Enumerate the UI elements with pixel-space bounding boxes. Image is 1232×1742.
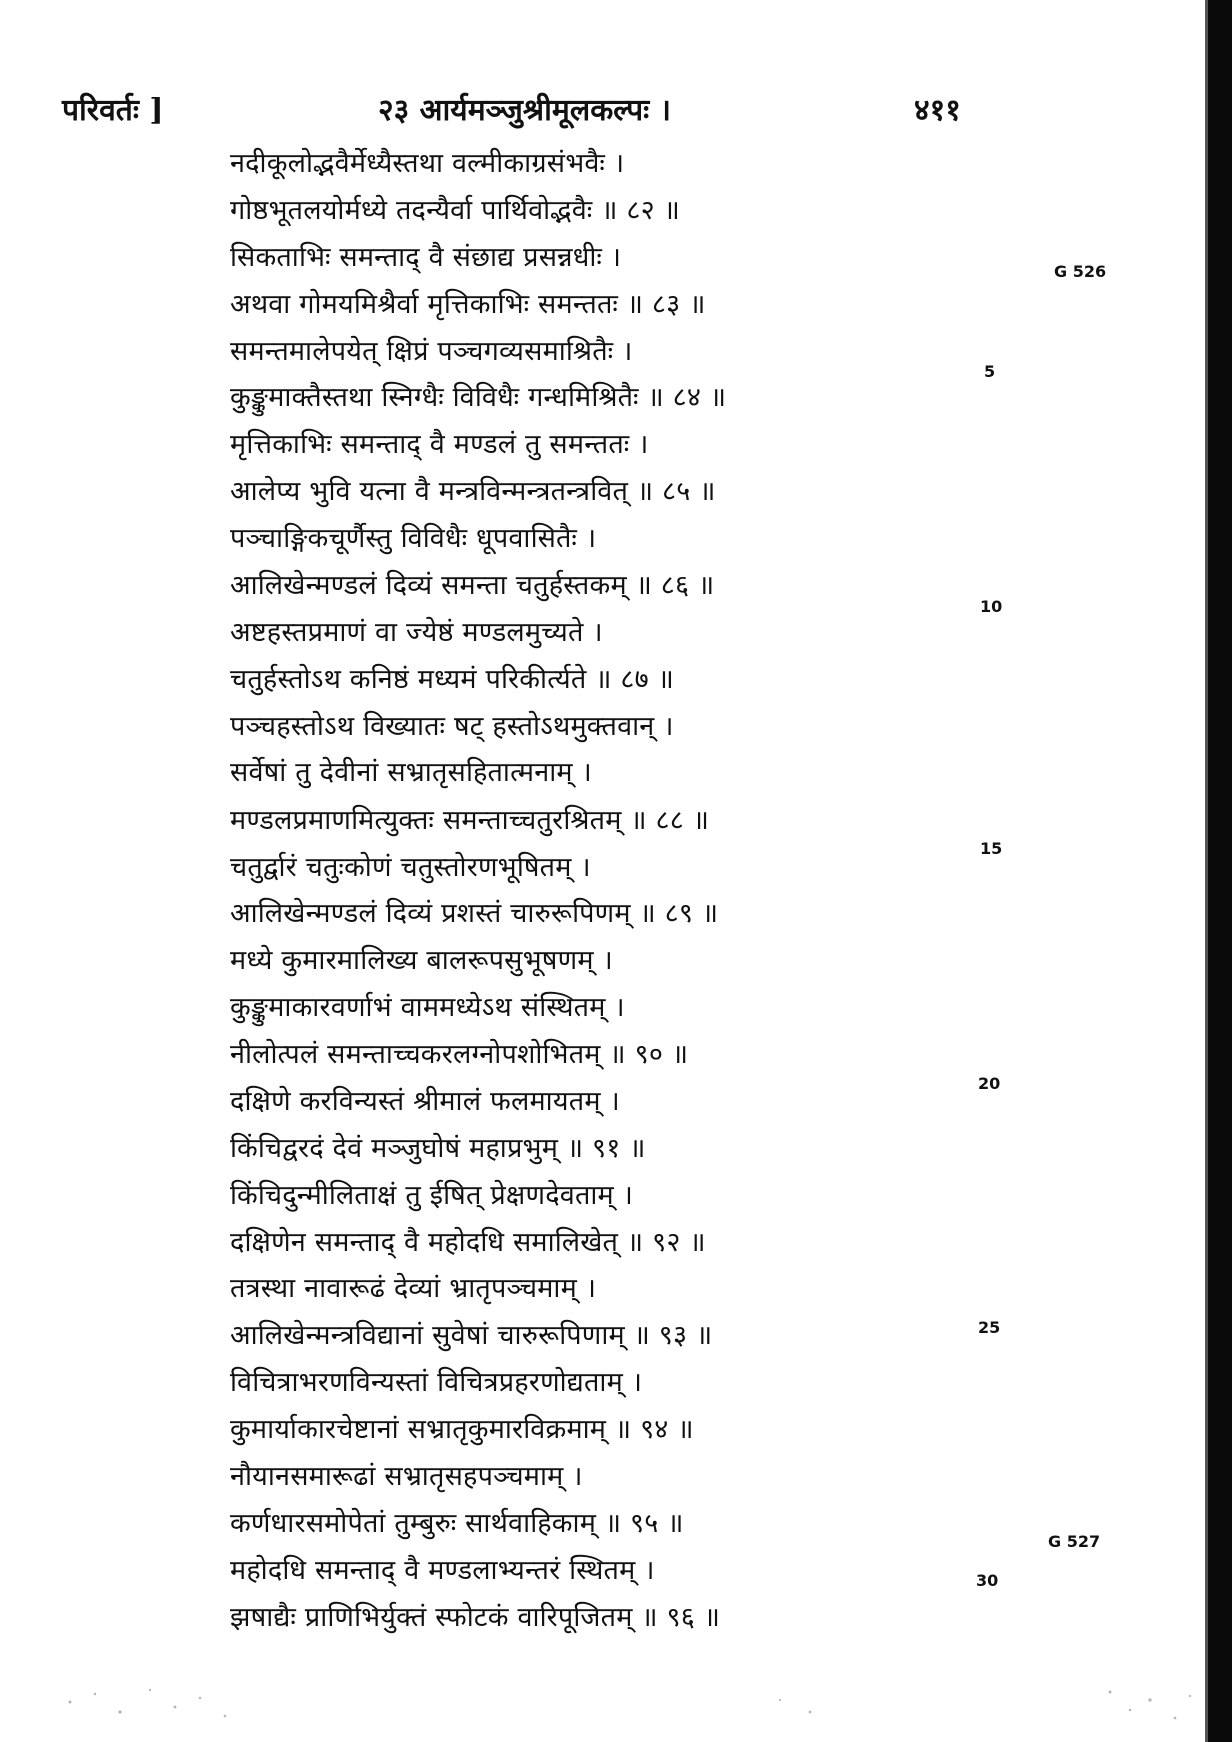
page-number: ४११ (914, 93, 961, 128)
verse-line: गोष्ठभूतलयोर्मध्ये तदन्यैर्वा पार्थिवोद्भवैः ॥ ८२ ॥ (230, 195, 681, 226)
line-number: 15 (980, 839, 1003, 858)
verse-line: सर्वेषां तु देवीनां सभ्रातृसहितात्मनाम् । (230, 757, 592, 788)
edition-page-ref: G 526 (1054, 262, 1107, 281)
verse-line: आलिखेन्मण्डलं दिव्यं समन्ता चतुर्हस्तकम् ॥ ८६ ॥ (230, 570, 715, 601)
verse-line: नीलोत्पलं समन्ताच्चकरलग्नोपशोभितम् ॥ ९० ॥ (230, 1039, 689, 1070)
verse-line: कर्णधारसमोपेतां तुम्बुरुः सार्थवाहिकाम् ॥ ९५ ॥ (230, 1508, 684, 1539)
verse-line: अष्टहस्तप्रमाणं वा ज्येष्ठं मण्डलमुच्यते । (230, 617, 603, 648)
verse-line: कुमार्याकारचेष्टानां सभ्रातृकुमारविक्रमाम् ॥ ९४ ॥ (230, 1414, 694, 1445)
scan-noise (0, 1672, 1232, 1742)
verse-line: मध्ये कुमारमालिख्य बालरूपसुभूषणम् । (230, 945, 613, 976)
verse-line: आलिखेन्मन्त्रविद्यानां सुवेषां चारुरूपिणाम् ॥ ९३ ॥ (230, 1320, 713, 1351)
line-number: 25 (978, 1318, 1001, 1337)
verse-line: तत्रस्था नावारूढं देव्यां भ्रातृपञ्चमाम् । (230, 1273, 597, 1304)
verse-line: आलिखेन्मण्डलं दिव्यं प्रशस्तं चारुरूपिणम् ॥ ८९ ॥ (230, 898, 719, 929)
verse-line: समन्तमालेपयेत् क्षिप्रं पञ्चगव्यसमाश्रितैः । (230, 336, 633, 367)
verse-line: महोदधि समन्ताद् वै मण्डलाभ्यन्तरं स्थितम् । (230, 1555, 655, 1586)
verse-line: चतुर्हस्तोऽथ कनिष्ठं मध्यमं परिकीर्त्यते ॥ ८७ ॥ (230, 664, 675, 695)
line-number: 20 (978, 1074, 1001, 1093)
verse-line: विचित्राभरणविन्यस्तां विचित्रप्रहरणोद्यताम् । (230, 1367, 643, 1398)
verse-line: पञ्चाङ्गिकचूर्णैस्तु विविधैः धूपवासितैः । (230, 523, 597, 554)
verse-line: नौयानसमारूढां सभ्रातृसहपञ्चमाम् । (230, 1461, 583, 1492)
verse-line: कुङ्कुमाकारवर्णाभं वाममध्येऽथ संस्थितम् । (230, 992, 625, 1023)
verse-line: पञ्चहस्तोऽथ विख्यातः षट् हस्तोऽथमुक्तवान् । (230, 711, 674, 742)
verse-line: अथवा गोमयमिश्रैर्वा मृत्तिकाभिः समन्ततः ॥ ८३ ॥ (230, 289, 706, 320)
edition-page-ref: G 527 (1048, 1532, 1101, 1551)
verse-line: दक्षिणे करविन्यस्तं श्रीमालं फलमायतम् । (230, 1086, 620, 1117)
verse-line: मृत्तिकाभिः समन्ताद् वै मण्डलं तु समन्ततः । (230, 429, 649, 460)
verse-line: चतुर्द्वारं चतुःकोणं चतुस्तोरणभूषितम् । (230, 852, 591, 883)
verse-line: मण्डलप्रमाणमित्युक्तः समन्ताच्चतुरश्रितम् ॥ ८८ ॥ (230, 805, 710, 836)
running-head-left: परिवर्तः ] (62, 93, 164, 128)
line-number: 10 (980, 597, 1003, 616)
line-number: 5 (984, 362, 996, 381)
verse-line: कुङ्कुमाक्तैस्तथा स्निग्धैः विविधैः गन्धमिश्रितैः ॥ ८४ ॥ (230, 382, 727, 413)
verse-line: दक्षिणेन समन्ताद् वै महोदधि समालिखेत् ॥ ९२ ॥ (230, 1227, 706, 1258)
verse-line: किंचिद्वरदं देवं मञ्जुघोषं महाप्रभुम् ॥ ९१ ॥ (230, 1133, 646, 1164)
page-spine-shadow (1208, 0, 1232, 1742)
verse-line: सिकताभिः समन्ताद् वै संछाद्य प्रसन्नधीः । (230, 242, 622, 273)
running-head-title: २३ आर्यमञ्जुश्रीमूलकल्पः । (378, 93, 672, 128)
verse-line: नदीकूलोद्भवैर्मेध्यैस्तथा वल्मीकाग्रसंभवैः । (230, 148, 625, 179)
verse-line: किंचिदुन्मीलिताक्षं तु ईषित् प्रेक्षणदेवताम् । (230, 1180, 634, 1211)
verse-line: आलेप्य भुवि यत्ना वै मन्त्रविन्मन्त्रतन्त्रवित् ॥ ८५ ॥ (230, 476, 716, 507)
verse-line: झषाद्यैः प्राणिभिर्युक्तं स्फोटकं वारिपूजितम् ॥ ९६ ॥ (230, 1602, 721, 1633)
line-number: 30 (976, 1571, 999, 1590)
